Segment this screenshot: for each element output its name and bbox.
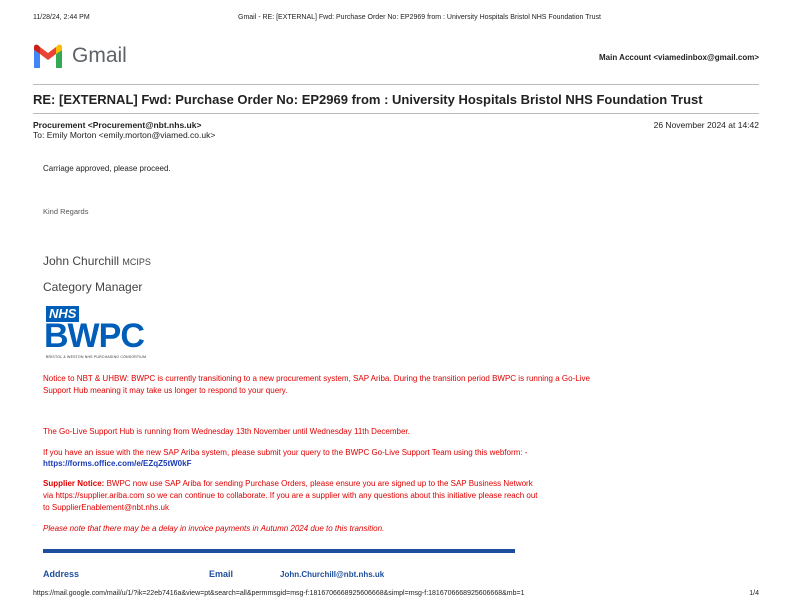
- email-from[interactable]: Procurement <Procurement@nbt.nhs.uk>: [33, 120, 202, 130]
- notice-line-2: Support Hub meaning it may take us longer to respond to your query.: [43, 386, 288, 395]
- header-divider: [33, 84, 759, 85]
- bwpc-tagline: BRISTOL & WESTON NHS PURCHASING CONSORTIUM: [46, 355, 147, 359]
- email-to: To: Emily Morton <emily.morton@viamed.co.uk>: [33, 130, 216, 140]
- body-text: Carriage approved, please proceed.: [43, 164, 171, 173]
- print-url: https://mail.google.com/mail/u/1/?ik=22eb7416a&view=pt&search=all&permmsgid=msg-f:1816706668925606668&simpl=msg-f:1816706668925606668&mb=1: [33, 590, 525, 597]
- signature-title: Category Manager: [43, 280, 143, 294]
- golive-notice: The Go-Live Support Hub is running from Wednesday 13th November until Wednesday 11th December.: [43, 427, 410, 436]
- signature-name: [43, 254, 151, 268]
- issue-notice: If you have an issue with the new SAP Ariba system, please submit your query to the BWPC Go-Live Support Team using this webform: -: [43, 448, 528, 457]
- bwpc-logo: [44, 306, 162, 362]
- address-label: Address: [43, 569, 80, 579]
- supplier-notice-line-2: via https://supplier.ariba.com so we can continue to collaborate. If you are a supplier with any questions about this initiative please reach out: [43, 491, 538, 500]
- nhs-badge: NHS: [46, 306, 79, 322]
- account-label: Main Account <viamedinbox@gmail.com>: [599, 53, 759, 62]
- bwpc-wordmark: BWPC: [44, 317, 144, 355]
- kind-regards: Kind Regards: [43, 207, 89, 216]
- supplier-notice-text: BWPC now use SAP Ariba for sending Purchase Orders, please ensure you are signed up to the SAP Business Network: [104, 479, 533, 488]
- subject-divider: [33, 113, 759, 114]
- signature-divider-bar: [43, 549, 515, 553]
- print-title: Gmail - RE: [EXTERNAL] Fwd: Purchase Order No: EP2969 from : University Hospitals Bristol NHS Foundation Trust: [238, 14, 601, 21]
- signature-name-text: John Churchill: [43, 254, 120, 268]
- supplier-notice-line-1: [43, 478, 533, 490]
- supplier-notice-label: Supplier Notice:: [43, 479, 105, 488]
- gmail-m-icon: [32, 44, 64, 68]
- print-datetime: 11/28/24, 2:44 PM: [33, 14, 90, 21]
- delay-notice: Please note that there may be a delay in invoice payments in Autumn 2024 due to this transition.: [43, 524, 385, 533]
- notice-line-1: Notice to NBT & UHBW: BWPC is currently transitioning to a new procurement system, SAP Ariba. During the transition period BWPC is running a Go-Live: [43, 374, 590, 383]
- email-date: 26 November 2024 at 14:42: [653, 120, 759, 130]
- gmail-logo[interactable]: [32, 44, 127, 68]
- webform-link[interactable]: https://forms.office.com/e/EZqZ5tW0kF: [43, 459, 192, 468]
- email-subject: RE: [EXTERNAL] Fwd: Purchase Order No: EP2969 from : University Hospitals Bristol NHS Foundation Trust: [33, 92, 703, 107]
- print-page-number: 1/4: [749, 590, 759, 597]
- gmail-wordmark: Gmail: [72, 44, 127, 67]
- email-value-link[interactable]: John.Churchill@nbt.nhs.uk: [280, 570, 385, 579]
- signature-post: MCIPS: [122, 257, 151, 267]
- email-label: Email: [209, 569, 234, 579]
- supplier-notice-line-3: to SupplierEnablement@nbt.nhs.uk: [43, 503, 169, 512]
